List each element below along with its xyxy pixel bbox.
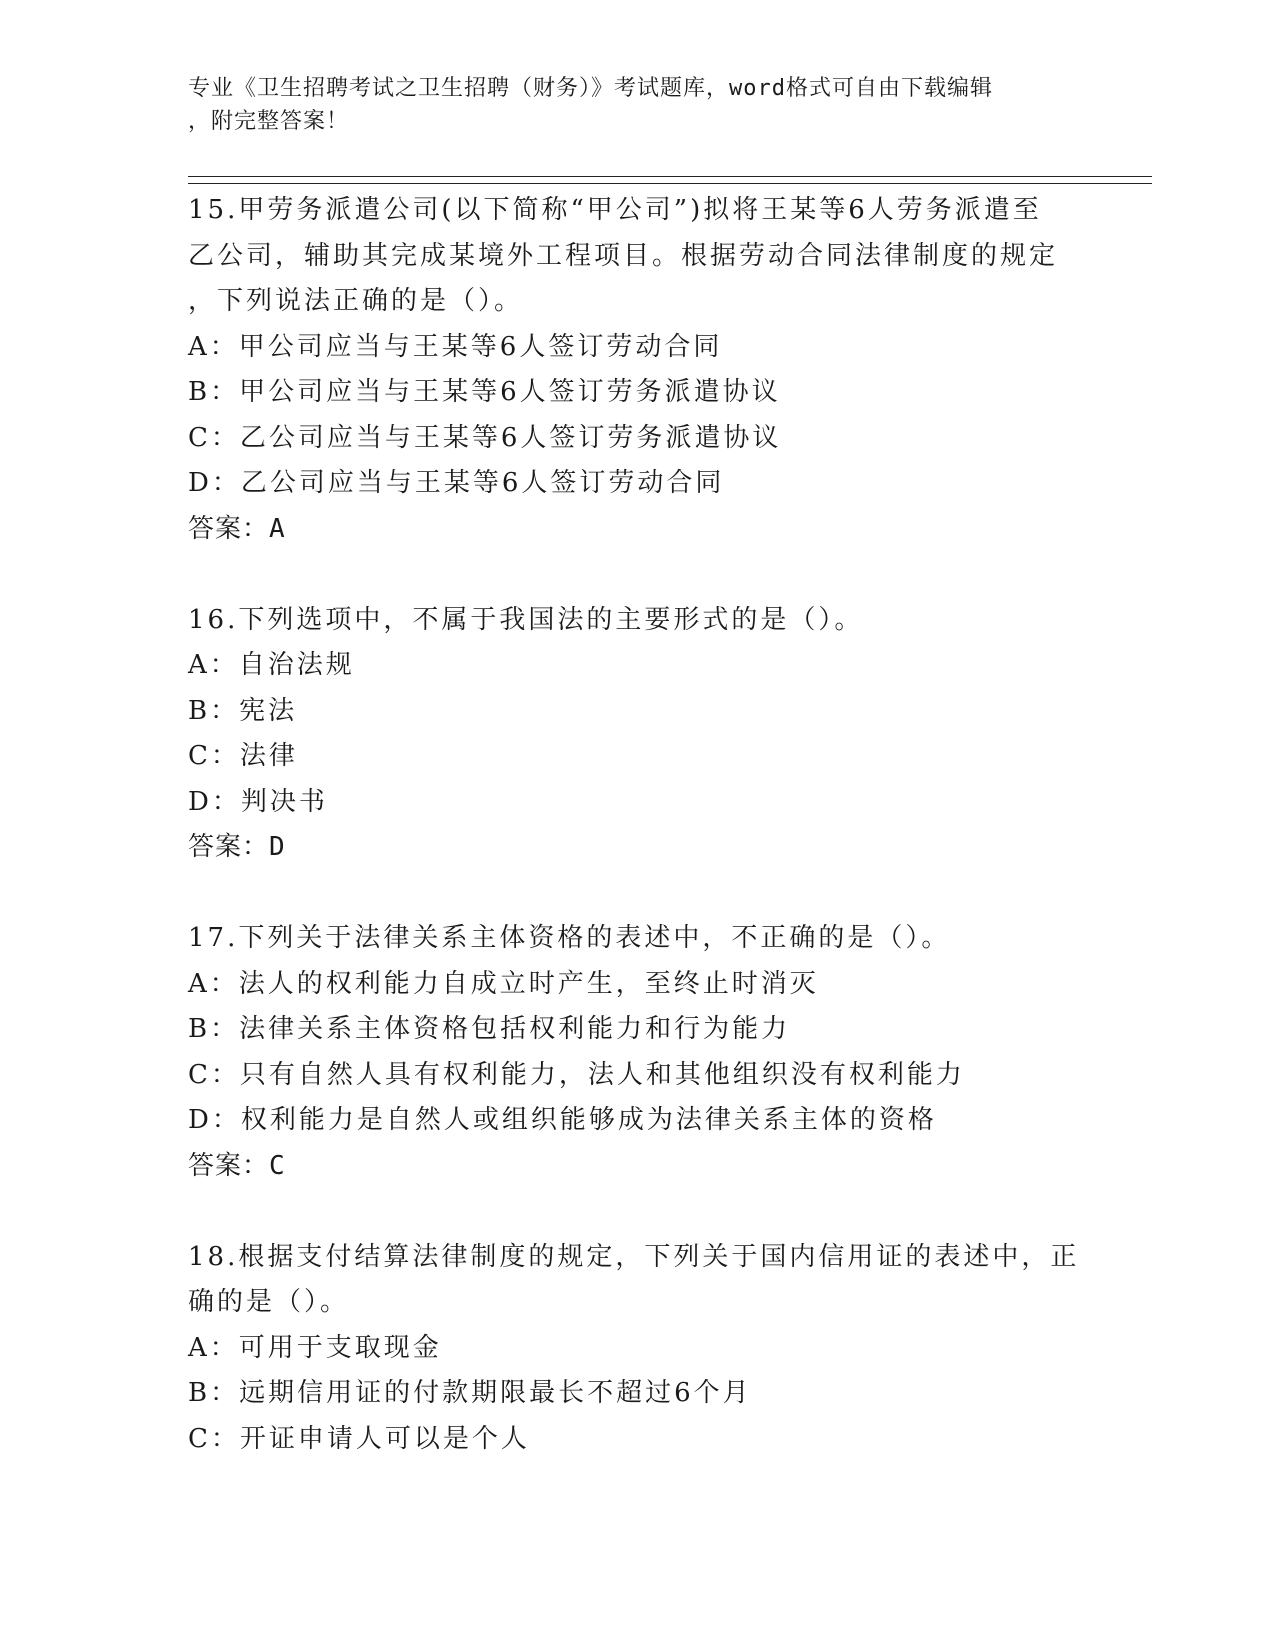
question-17 [188,916,1088,1189]
question-15 [188,188,1088,552]
header-note [188,72,1088,138]
question-stem-line: 乙公司，辅助其完成某境外工程项目。根据劳动合同法律制度的规定 [188,240,1059,271]
question-stem-line: 16.下列选项中，不属于我国法的主要形式的是（）。 [188,604,864,635]
option-a: A：自治法规 [188,650,355,680]
option-a: A：法人的权利能力自成立时产生，至终止时消灭 [188,968,819,999]
option-d: D：权利能力是自然人或组织能够成为法律关系主体的资格 [188,1105,937,1135]
header-note-line-2: ，附完整答案！ [188,109,350,134]
question-spacer [188,1189,1088,1235]
question-stem-line: 确的是（）。 [188,1287,350,1317]
option-b: B：宪法 [188,695,298,726]
option-b: B：甲公司应当与王某等6人签订劳务派遣协议 [188,377,781,407]
option-a: A：可用于支取现金 [188,1332,442,1363]
question-list [188,188,1088,1462]
option-d: D：乙公司应当与王某等6人签订劳动合同 [188,468,725,498]
option-c: C：乙公司应当与王某等6人签订劳务派遣协议 [188,422,782,453]
question-spacer [188,552,1088,598]
option-d: D：判决书 [188,786,328,817]
answer-label: 答案：C [188,1150,286,1181]
question-stem-line: ，下列说法正确的是（）。 [188,286,524,316]
question-spacer [188,871,1088,917]
question-stem-line: 15.甲劳务派遣公司(以下简称“甲公司”)拟将王某等6人劳务派遣至 [188,195,1042,225]
header-divider-top [188,176,1152,177]
question-18 [188,1235,1088,1463]
question-stem-line: 18.根据支付结算法律制度的规定，下列关于国内信用证的表述中，正 [188,1241,1080,1272]
question-16 [188,598,1088,871]
option-c: C：法律 [188,741,298,771]
option-a: A：甲公司应当与王某等6人签订劳动合同 [188,331,723,362]
option-c: C：开证申请人可以是个人 [188,1423,530,1454]
option-b: B：法律关系主体资格包括权利能力和行为能力 [188,1014,791,1044]
answer-label: 答案：D [188,832,286,862]
header-divider-bottom [188,183,1152,184]
question-stem-line: 17.下列关于法律关系主体资格的表述中，不正确的是（）。 [188,923,951,953]
option-b: B：远期信用证的付款期限最长不超过6个月 [188,1378,752,1408]
option-c: C：只有自然人具有权利能力，法人和其他组织没有权利能力 [188,1059,965,1090]
header-note-line-1: 专业《卫生招聘考试之卫生招聘（财务）》考试题库，word格式可自由下载编辑 [188,76,993,101]
answer-label: 答案：A [188,513,286,544]
